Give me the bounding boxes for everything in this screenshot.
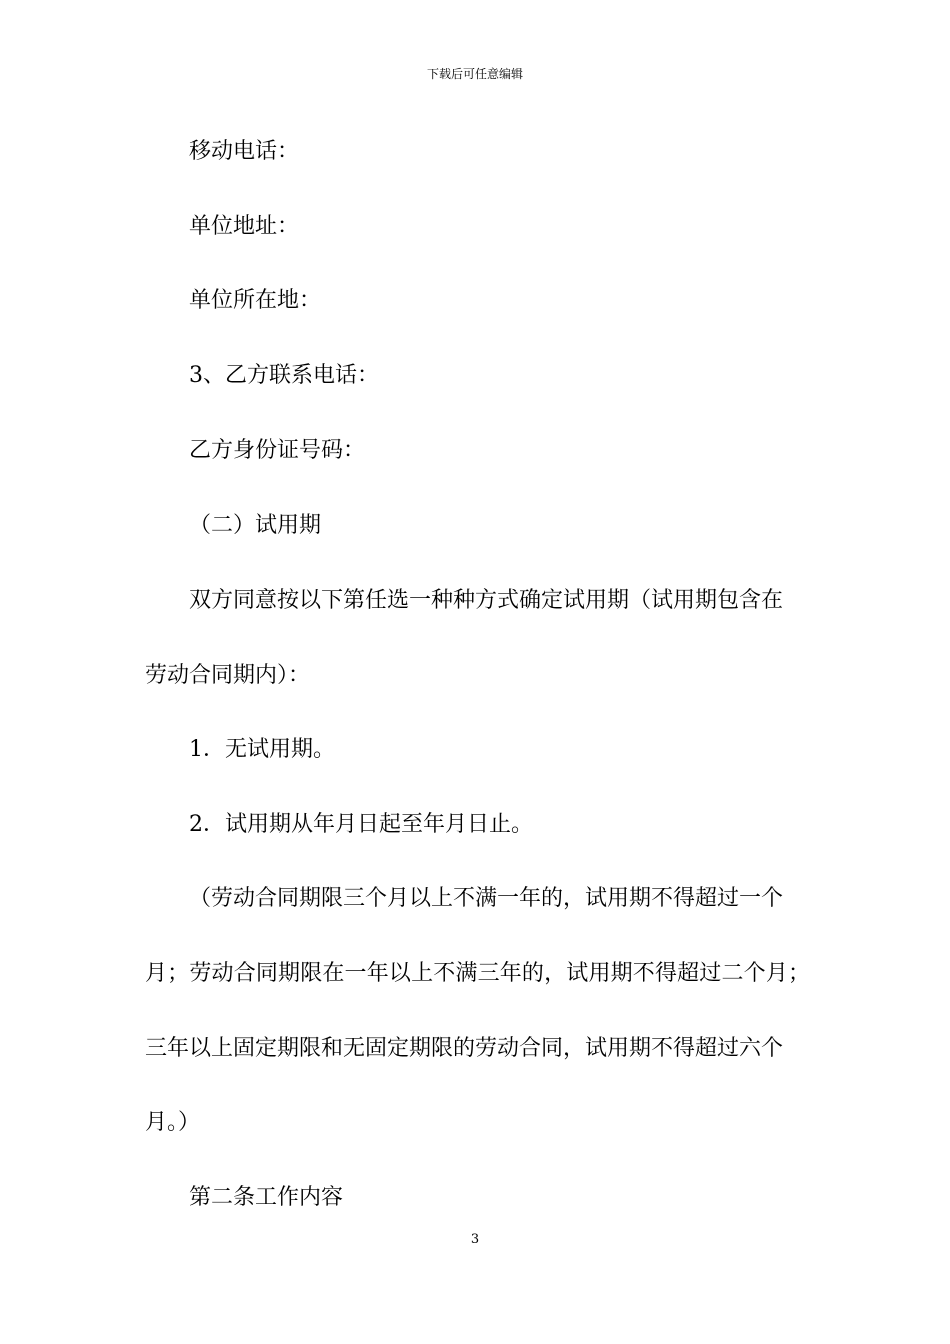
list-item: 2．试用期从年月日起至年月日止。	[189, 812, 533, 837]
paragraph-line: 劳动合同期内）：	[145, 663, 311, 688]
paragraph-line: 三年以上固定期限和无固定期限的劳动合同，试用期不得超过六个	[145, 1036, 784, 1061]
article-heading: 第二条工作内容	[189, 1185, 344, 1210]
paragraph-line: 双方同意按以下第任选一种种方式确定试用期（试用期包含在	[189, 588, 784, 613]
page-header: 下载后可任意编辑	[426, 67, 523, 81]
paragraph-line: 月；劳动合同期限在一年以上不满三年的，试用期不得超过二个月；	[145, 961, 810, 986]
party-b-phone-line: 3、乙方联系电话：	[189, 363, 379, 388]
mobile-phone-line: 移动电话：	[189, 139, 300, 164]
page-number: 3	[470, 1232, 480, 1247]
paragraph-line: （劳动合同期限三个月以上不满一年的，试用期不得超过一个	[189, 886, 784, 911]
section-heading-probation: （二）试用期	[189, 513, 322, 538]
company-location-line: 单位所在地：	[189, 288, 322, 313]
party-b-id-line: 乙方身份证号码：	[189, 438, 366, 463]
list-item: 1．无试用期。	[189, 737, 335, 762]
paragraph-line: 月。）	[145, 1110, 201, 1135]
company-address-line: 单位地址：	[189, 214, 300, 239]
